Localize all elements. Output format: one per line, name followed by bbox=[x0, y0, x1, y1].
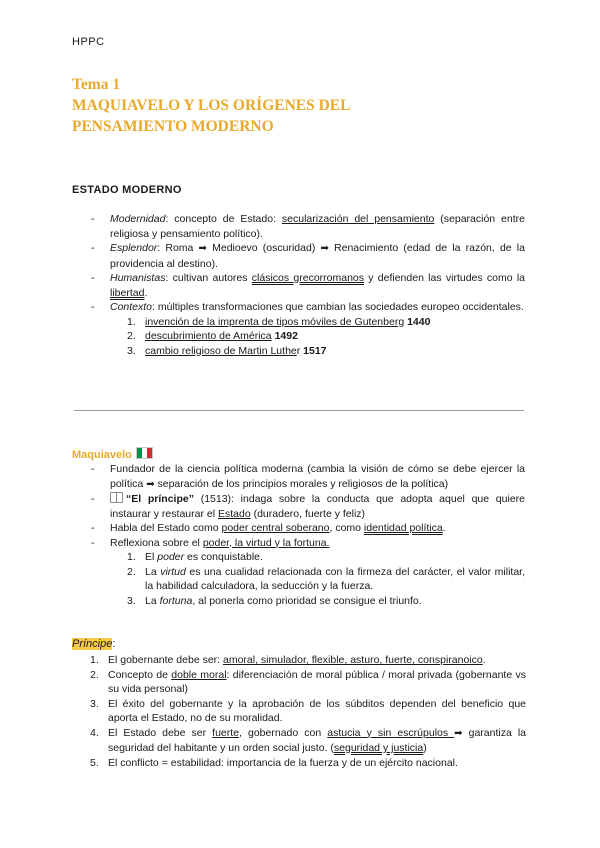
text: (1513): indaga sobre la conducta que adopta aquel que quiere instaurar y restaurar el bbox=[110, 493, 525, 520]
text: : Roma bbox=[157, 242, 199, 254]
term-contexto: Contexto bbox=[110, 301, 153, 313]
text: (separación entre religiosa y pensamiento político). bbox=[110, 213, 525, 240]
text: garantiza la seguridad del habitante y un orden social justo. ( bbox=[108, 726, 527, 754]
text: es una cualidad relacionada con la firmeza del carácter, el valor militar, la habilidad calculadora, la seducción y la fuerza. bbox=[145, 565, 525, 592]
title-line-3: PENSAMIENTO MODERNO bbox=[72, 118, 274, 135]
text: : diferenciación de moral pública / moral privada (gobernante vs su vida personal) bbox=[108, 668, 526, 695]
text: El éxito del gobernante y la aprobación de los súbditos dependen del beneficio que aporta el Estado, no de su moralidad. bbox=[108, 697, 526, 724]
dash-marker: - bbox=[91, 463, 95, 475]
list-item bbox=[91, 212, 525, 241]
dash-marker: - bbox=[91, 536, 95, 549]
list-item bbox=[127, 550, 525, 565]
year: 1492 bbox=[271, 330, 298, 342]
book-icon bbox=[110, 492, 123, 503]
principe-heading bbox=[72, 638, 115, 650]
list-number: 2. bbox=[90, 668, 99, 681]
underlined-text: doble moral bbox=[171, 668, 227, 681]
list-item bbox=[127, 594, 525, 609]
dash-marker: - bbox=[91, 493, 95, 505]
list-item bbox=[91, 300, 525, 315]
list-number: 1. bbox=[90, 654, 99, 666]
list-item bbox=[91, 492, 525, 521]
dash-marker: - bbox=[91, 301, 95, 313]
text: El conflicto = estabilidad: importancia de la fuerza y de un ejército nacional. bbox=[108, 756, 458, 769]
arrow-right-icon: ➡ bbox=[320, 243, 329, 254]
list-item bbox=[90, 668, 526, 697]
maquiavelo-list bbox=[91, 462, 525, 550]
text: Habla del Estado como bbox=[110, 522, 222, 534]
text: Fundador de la ciencia política moderna (cambia la visión de cómo se debe ejercer la política bbox=[110, 463, 525, 490]
text: Concepto de bbox=[108, 668, 172, 681]
principe-heading-text: Príncipe bbox=[72, 638, 113, 650]
arrow-right-icon: ➡ bbox=[198, 243, 207, 254]
dash-marker: - bbox=[91, 242, 95, 254]
italy-flag-icon bbox=[136, 447, 153, 459]
text: , como bbox=[329, 522, 364, 534]
text: Reflexiona sobre el bbox=[110, 536, 203, 549]
text: (duradero, fuerte y feliz) bbox=[250, 507, 366, 520]
estado-heading: ESTADO MODERNO bbox=[72, 184, 182, 196]
list-item bbox=[90, 726, 526, 756]
list-number: 5. bbox=[90, 756, 99, 769]
header-label: HPPC bbox=[72, 36, 105, 48]
term-esplendor: Esplendor bbox=[110, 242, 158, 254]
list-item bbox=[91, 521, 525, 536]
principe-section bbox=[90, 653, 526, 770]
document-title bbox=[72, 74, 351, 137]
dash-marker: - bbox=[91, 213, 95, 225]
text: El bbox=[145, 551, 158, 563]
italic-term: fortuna bbox=[159, 594, 193, 607]
text: ) bbox=[423, 742, 427, 754]
list-item bbox=[127, 329, 525, 344]
arrow-right-icon: ➡ bbox=[454, 727, 463, 739]
list-number: 2. bbox=[127, 565, 136, 578]
list-item bbox=[90, 697, 526, 726]
underlined-text: invención de la imprenta de tipos móviles de Gutenberg bbox=[145, 315, 405, 328]
list-item bbox=[91, 241, 525, 271]
list-number: 3. bbox=[127, 594, 136, 607]
book-title: “El príncipe” bbox=[126, 493, 194, 505]
list-item bbox=[127, 344, 525, 359]
underlined-text: Estado bbox=[217, 507, 251, 520]
list-item bbox=[90, 653, 526, 668]
text: . bbox=[144, 286, 148, 299]
underlined-text: seguridad y justicia bbox=[333, 742, 424, 754]
list-item bbox=[127, 315, 525, 330]
underlined-text: fuerte bbox=[212, 726, 240, 739]
year: 1517 bbox=[300, 344, 327, 357]
heading-colon: : bbox=[112, 638, 116, 650]
dash-marker: - bbox=[91, 522, 95, 534]
list-item bbox=[91, 271, 525, 300]
title-line-2: MAQUIAVELO Y LOS ORÍGENES DEL bbox=[72, 97, 351, 114]
list-item bbox=[91, 462, 525, 492]
text: La bbox=[145, 565, 161, 578]
list-number: 1. bbox=[127, 315, 136, 328]
maquiavelo-heading-text: Maquiavelo bbox=[72, 449, 132, 461]
underlined-text: poder central soberano bbox=[221, 522, 330, 534]
list-item bbox=[127, 565, 525, 594]
list-number: 3. bbox=[127, 344, 136, 357]
italic-term: virtud bbox=[160, 565, 186, 578]
underlined-text: cambio religioso de Martin Luthe bbox=[145, 344, 297, 357]
text: El gobernante debe ser: bbox=[108, 654, 223, 666]
dash-marker: - bbox=[91, 272, 95, 284]
contexto-sublist bbox=[127, 315, 525, 359]
text: El Estado debe ser bbox=[108, 726, 213, 739]
term-modernidad: Modernidad bbox=[110, 213, 166, 225]
text: La bbox=[145, 594, 160, 607]
text: : concepto de Estado: bbox=[165, 213, 282, 225]
underlined-text: amoral, simulador, flexible, asturo, fuerte, conspiranoico bbox=[223, 654, 483, 666]
list-number: 1. bbox=[127, 551, 136, 563]
list-number: 2. bbox=[127, 330, 136, 342]
underlined-text: identidad política bbox=[363, 522, 443, 534]
estado-list bbox=[91, 212, 525, 315]
underlined-text: libertad bbox=[110, 286, 145, 299]
list-item bbox=[90, 756, 526, 771]
list-item bbox=[91, 536, 525, 551]
flag-stripe-red bbox=[147, 448, 152, 458]
italic-term: poder bbox=[157, 551, 185, 563]
text: . bbox=[442, 522, 446, 534]
text: Renacimiento (edad de la razón, de la providencia al destino). bbox=[110, 242, 525, 270]
underlined-text: poder, la virtud y la fortuna. bbox=[202, 536, 330, 549]
underlined-text: descubrimiento de América bbox=[145, 330, 272, 342]
maquiavelo-heading bbox=[72, 447, 153, 461]
principe-list bbox=[90, 653, 526, 770]
text: separación de los principios morales y religiosos de la política) bbox=[154, 477, 449, 490]
underlined-text: secularización del pensamiento bbox=[281, 213, 435, 225]
text: , gobernado con bbox=[239, 726, 328, 739]
reflexiona-sublist bbox=[127, 550, 525, 608]
title-line-1: Tema 1 bbox=[72, 76, 121, 93]
text: : múltiples transformaciones que cambian las sociedades europeo occidentales. bbox=[152, 301, 524, 313]
text: : cultivan autores bbox=[165, 272, 252, 284]
arrow-right-icon: ➡ bbox=[146, 478, 155, 490]
section-divider bbox=[74, 410, 524, 411]
underlined-text: astucia y sin escrúpulos bbox=[327, 726, 455, 739]
estado-section bbox=[91, 212, 525, 358]
list-number: 3. bbox=[90, 697, 99, 710]
text: y defienden las virtudes como la bbox=[364, 272, 525, 284]
text: . bbox=[482, 654, 486, 666]
term-humanistas: Humanistas bbox=[110, 272, 166, 284]
text: Medioevo (oscuridad) bbox=[206, 242, 321, 254]
list-number: 4. bbox=[90, 726, 99, 739]
text: es conquistable. bbox=[184, 551, 263, 563]
text: , al ponerla como prioridad se consigue el triunfo. bbox=[192, 594, 422, 607]
year: 1440 bbox=[404, 315, 431, 328]
underlined-text: clásicos grecorromanos bbox=[251, 272, 365, 284]
maquiavelo-section bbox=[91, 462, 525, 608]
text: r bbox=[296, 344, 301, 357]
